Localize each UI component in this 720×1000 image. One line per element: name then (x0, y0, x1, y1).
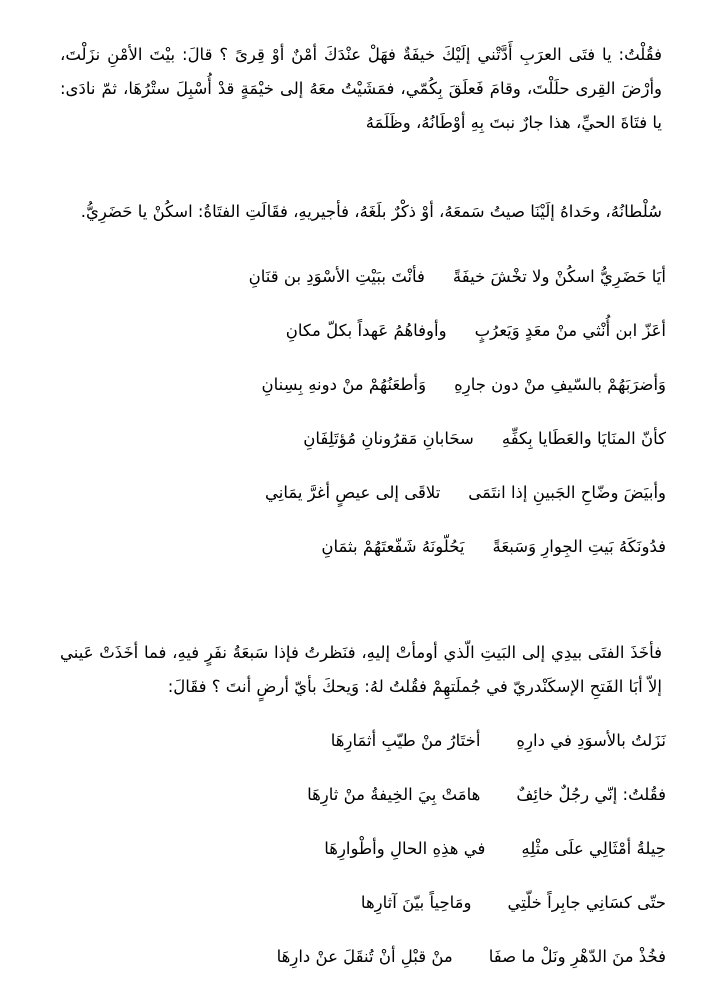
second-hemistich: سحَابانِ مَقرُونانِ مُؤتَلِفَانِ (303, 429, 474, 448)
second-hemistich: ومَاحِياً بيّنَ آثارِها (360, 893, 472, 912)
poem-b (46, 726, 666, 976)
verse (249, 262, 666, 292)
first-hemistich: فخُذْ منَ الدّهْرِ ونَلْ ما صفَا (488, 947, 666, 966)
verse (324, 834, 666, 864)
verse (262, 370, 666, 400)
verse (265, 478, 666, 508)
first-hemistich: حتّى كسَانِي جابِراً خلّتِي (507, 893, 666, 912)
paragraph-1: فقُلْتُ: يا فتَى العرَبِ أَدَّتْني إلَيْكَ خيفَةٌ فهَلْ عنْدَكَ أمْنٌ أوْ قِرىً ؟ قالَ: بيْتَ الأمْنِ نزَلْتَ، وأرْضَ القِرى حلَلْتَ، وقامَ فَعلَقَ بِكُمّي، فمَشَيْتُ معَهُ إلى خيْمَةٍ قدْ أُسْبِلَ ستْرُهَا، ثمّ نادَى: يا فتَاةَ الحيِّ، هذا جارٌ نبتَ بِهِ أوْطَانُهُ، وظَلَمَهُ (60, 45, 662, 132)
second-hemistich: يَحُلّونَهُ شَفّعتَهُمْ بثمَانِ (321, 537, 465, 556)
verse (361, 888, 666, 918)
poem-a (46, 262, 666, 582)
first-hemistich: أعَزّ ابن أُنْثي منْ معَدٍ وَيَعرُبٍ (474, 321, 666, 340)
second-hemistich: وأوفاهُمُ عَهداً بكلّ مكانِ (285, 321, 447, 340)
first-hemistich: فقُلتُ: إنّي رجُلٌ خائِفٌ (516, 785, 666, 804)
first-hemistich: نَزَلتُ بالأسوَدِ في دارِهِ (516, 731, 666, 750)
second-hemistich: أختَارُ منْ طيّبِ أثمَارِهَا (330, 731, 481, 750)
second-hemistich: هامَتْ بِيَ الخِيفةُ منْ ثارِهَا (307, 785, 481, 804)
first-hemistich: حِيلةُ أمْثَالِي علَى مثْلِهِ (521, 839, 666, 858)
verse (286, 316, 666, 346)
first-hemistich: أيَا حَضَرِيُّ اسكُنْ ولا تخْشَ خيفَةً (452, 267, 666, 286)
first-hemistich: كأنّ المنَايَا والعَطَايا بِكفِّهِ (501, 429, 666, 448)
second-hemistich: منْ قبْلِ أنْ تُنقَلَ عنْ دارِهَا (276, 947, 453, 966)
verse (303, 424, 666, 454)
verse (307, 780, 666, 810)
first-hemistich: فدُونَكَهُ بَيتِ الجِوارِ وَسَبعَةً (492, 537, 666, 556)
paragraph-3: فأخَذَ الفتَى بيدِي إلى البَيتِ الّذي أومأتْ إليهِ، فنَظرتُ فإذا سَبعَةُ نفَرٍ فيهِ، فما أخَذَتْ عَيني إلاّ أبَا الفَتحِ الإسكَنْدريّ في جُملَتهِمْ فقُلتُ لهُ: وَيحكَ بأيّ أرضٍ أنتَ ؟ فقَالَ: (60, 643, 662, 696)
second-hemistich: وَأطعَنُهُمْ منْ دونهِ بِسِنانِ (261, 375, 427, 394)
second-hemistich: فأنْتَ ببَيْتِ الأسْوَدِ بن قنَانِ (248, 267, 425, 286)
first-hemistich: وَأضرَبَهُمْ بالسّيفِ منْ دون جارِهِ (454, 375, 666, 394)
second-hemistich: تلاقَى إلى عيصٍ أغرَّ يمَانِي (265, 483, 441, 502)
first-hemistich: وأبيَضَ وضّاحِ الجَبينِ إذا انتَمَى (468, 483, 666, 502)
verse (277, 942, 666, 972)
paragraph-2: سُلْطانُهُ، وحَداهُ إلَيْنَا صيتُ سَمعَهُ، أوْ ذكْرٌ بلَغَهُ، فأجيريهِ، فقَالَتِ الفتَاةُ: اسكُنْ يا حَضَرِيُّ. (80, 202, 662, 221)
verse (331, 726, 666, 756)
verse (321, 532, 666, 562)
second-hemistich: في هذِهِ الحالِ وأطْوارِهَا (324, 839, 486, 858)
